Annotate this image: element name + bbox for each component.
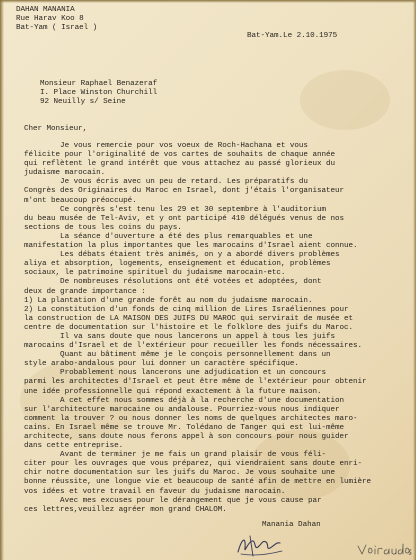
- body-line: Je vous écris avec un peu de retard. Les préparatifs du: [24, 178, 308, 187]
- body-line: style arabo-andalous pour lui donner un caractère spécifique.: [24, 360, 299, 369]
- body-line: ces lettres,veuillez agréer mon grand CHALOM.: [24, 505, 227, 514]
- body-line: A cet effet nous sommes déjà à la recherche d'une documentation: [24, 396, 344, 405]
- body-line: Il va sans doute que nous lancerons un appel à tous les juifs: [24, 332, 335, 341]
- body-line: cains. En Israel même se trouve Mr. Tolédano de Tanger qui est lui-même: [24, 423, 344, 432]
- body-line: Probablement nous lancerons une adjudication et un concours: [24, 369, 326, 378]
- body-line: bonne réussite, une longue vie et beaucoup de santé afin de mettre en lumière: [24, 478, 372, 487]
- body-line: qui reflètent le grand intérêt que vous attachez au passé glorieux du: [24, 160, 335, 169]
- body-line: marocains d'Israel et de l'extérieur pour recueiller les fonds nécessaires.: [24, 342, 363, 351]
- body-line: du beau musée de Tel-Aviv, et y ont participé 410 délégués venus de nos: [24, 214, 344, 223]
- body-line: sections de tous les coins du pays.: [24, 223, 182, 232]
- body-line: une idée professionnelle qui répond exactement à la future maison.: [24, 387, 322, 396]
- body-line: deux de grande importance :: [24, 287, 146, 296]
- body-line: citer pour les ouvrages que vous préparez, qui viendraient sans doute enri-: [24, 460, 363, 469]
- body-line: Congrès des Originaires du Maroc en Israel, dont j'étais l'organisateur: [24, 187, 344, 196]
- body-line: comment la trouver ? ou nous donner les noms de quelques architectes maro-: [24, 414, 358, 423]
- sender-line: Rue Harav Koo 8: [16, 15, 84, 24]
- recipient-line: Monsieur Raphael Benazeraf: [40, 80, 158, 88]
- body-line: Quant au bâtiment même je le conçois personnellement dans un: [24, 351, 331, 360]
- body-line: 2) La constitution d'un fonds de cinq million de Lires Israéliennes pour: [24, 305, 349, 314]
- body-line: La séance d'ouverture a été des plus remarquables et une: [24, 232, 313, 241]
- body-line: félicite pour l'originalité de vos cartes de souhaits de chaque année: [24, 151, 335, 160]
- recipient-line: I. Place Winston Churchill: [40, 89, 158, 98]
- paper-stain: [300, 70, 390, 130]
- body-line: manifestation la plus importantes que les marocains d'Israel aient connue.: [24, 242, 358, 251]
- sender-address: [16, 6, 97, 33]
- body-line: parmi les architectes d'Israel et peut être même de l'extérieur pour obtenir: [24, 378, 367, 387]
- sender-line: DAHAN MANANIA: [16, 6, 75, 14]
- sender-line: Bat-Yam ( Israel ): [16, 24, 98, 33]
- body-line: aliya et absorption, logements, enseignement et éducation, problèmes: [24, 260, 331, 269]
- paper-edge-left: [0, 0, 4, 560]
- body-line: chir notre documentation sur les juifs du Maroc. Je vous souhaite une: [24, 469, 335, 478]
- body-line: judaisme marocain.: [24, 169, 106, 178]
- body-line: sociaux, le patrimoine spirituel du judaisme marocain-etc.: [24, 269, 286, 278]
- body-line: m'ont beaucoup préoccupé.: [24, 196, 137, 205]
- body-line: Avec mes excuses pour le dérangement que je vous cause par: [24, 496, 322, 505]
- body-line: Ce congrès s'est tenu les 29 et 30 septembre à l'auditorium: [24, 205, 326, 214]
- body-line: sur l'architecture marocaine ou andalouse. Pourriez-vous nous indiquer: [24, 405, 340, 414]
- body-line: vos idées et votre travail en faveur du judaisme marocain.: [24, 487, 286, 496]
- handwritten-note: [356, 541, 412, 559]
- body-line: dans cette entreprise.: [24, 442, 124, 451]
- body-line: De nombreuses résolutions ont été votées et adoptées, dont: [24, 278, 322, 287]
- body-line: 1) La plantation d'une grande forêt au nom du judaisme marocain.: [24, 296, 313, 305]
- body-line: Je vous remercie pour vos voeux de Roch-Hachana et vous: [24, 142, 308, 150]
- recipient-address: [40, 80, 157, 107]
- body-line: Les débats étaient très animés, on y a abordé divers problèmes: [24, 251, 340, 260]
- body-line: la construction de LA MAISON DES JUIFS DU MAROC qui servirait de musée et: [24, 314, 354, 323]
- salutation: Cher Monsieur,: [24, 125, 88, 133]
- place-date: Bat-Yam.Le 2.10.1975: [247, 32, 338, 40]
- handwritten-signature: [232, 532, 286, 558]
- letter-body: [24, 142, 371, 515]
- signature-name: Manania Dahan: [262, 521, 321, 529]
- body-line: centre de documentation sur l'histoire et le folklore des juifs du Maroc.: [24, 323, 354, 332]
- paper-edge-top: [0, 0, 416, 3]
- body-line: Avant de terminer je me fais un grand plaisir de vous féli-: [24, 451, 326, 460]
- recipient-line: 92 Neuilly s/ Seine: [40, 98, 126, 107]
- body-line: architecte, sans doute nous ferons appel à son concours pour nous guider: [24, 433, 349, 441]
